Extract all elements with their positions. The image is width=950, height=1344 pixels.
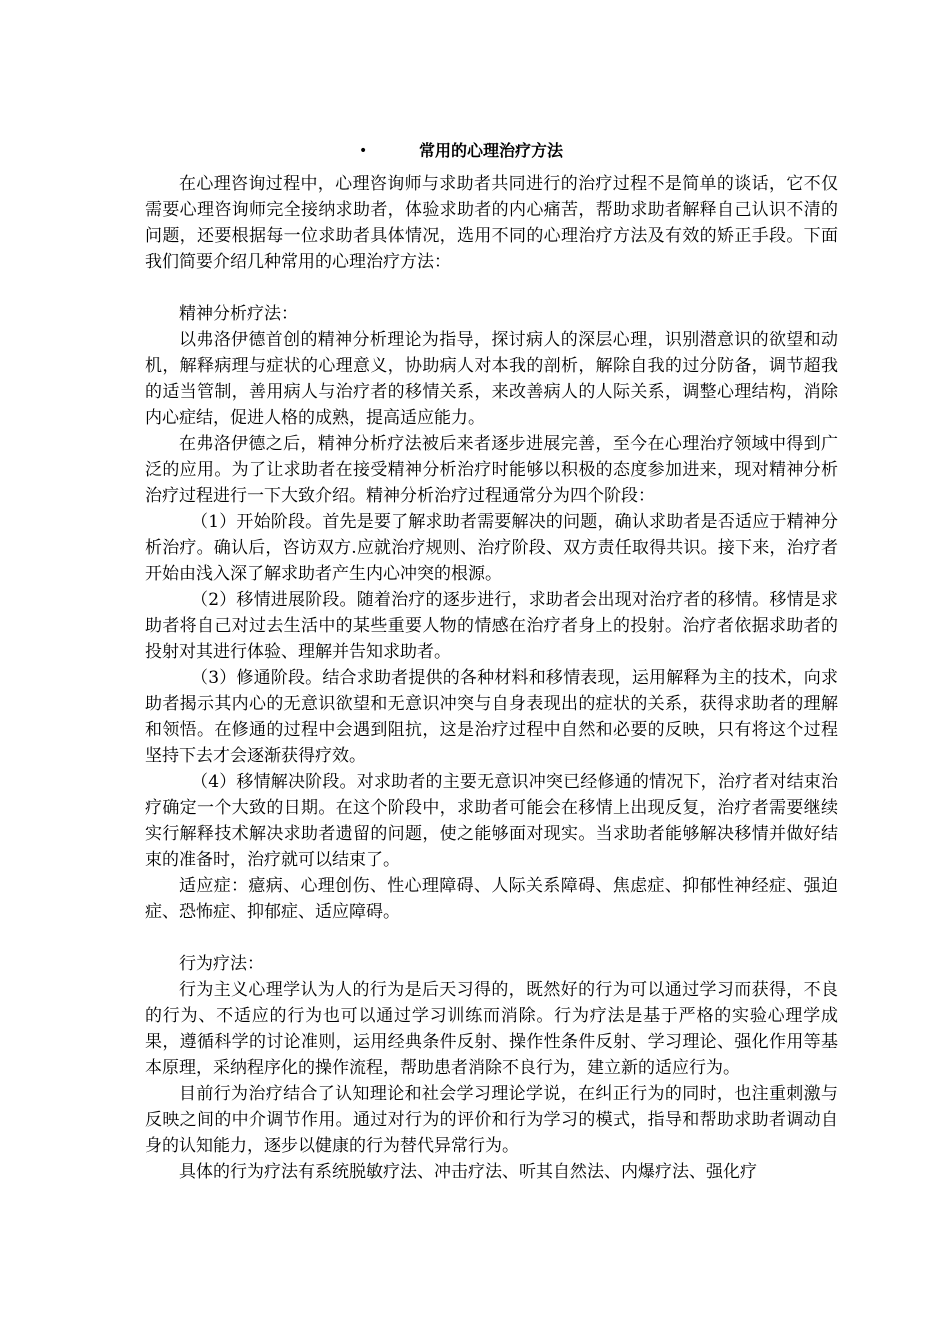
blank-line xyxy=(145,925,838,951)
section-heading-psychoanalysis: 精神分析疗法： xyxy=(179,304,298,324)
stage-2-paragraph: （2）移情进展阶段。随着治疗的逐步进行，求助者会出现对治疗者的移情。移情是求助者将自己对过去生活中的某些重要人物的情感在治疗者身上的投射。治疗者依据求助者的投射对其进行体验、理解并告知求助者。 xyxy=(145,590,838,662)
page-title: 常用的心理治疗方法 xyxy=(419,141,564,160)
section-heading-behavior: 行为疗法： xyxy=(179,954,264,974)
document-body xyxy=(145,137,838,1185)
intro-paragraph: 在心理咨询过程中，心理咨询师与求助者共同进行的治疗过程不是简单的谈话，它不仅需要心理咨询师完全接纳求助者，体验求助者的内心痛苦，帮助求助者解释自己认识不清的问题，还要根据每一位求助者具体情况，选用不同的心理治疗方法及有效的矫正手段。下面我们简要介绍几种常用的心理治疗方法： xyxy=(145,174,838,272)
psychoanalysis-paragraph-2: 在弗洛伊德之后，精神分析疗法被后来者逐步进展完善，至今在心理治疗领域中得到广泛的应用。为了让求助者在接受精神分析治疗时能够以积极的态度参加进来，现对精神分析治疗过程进行一下大致介绍。精神分析治疗过程通常分为四个阶段： xyxy=(145,434,838,506)
behavior-paragraph-1: 行为主义心理学认为人的行为是后天习得的，既然好的行为可以通过学习而获得，不良的行为、不适应的行为也可以通过学习训练而消除。行为疗法是基于严格的实验心理学成果，遵循科学的讨论准则，运用经典条件反射、操作性条件反射、学习理论、强化作用等基本原理，采纳程序化的操作流程，帮助患者消除不良行为，建立新的适应行为。 xyxy=(145,980,838,1078)
title-bullet: • xyxy=(359,143,368,159)
stage-4-paragraph: （4）移情解决阶段。对求助者的主要无意识冲突已经修通的情况下，治疗者对结束治疗确定一个大致的日期。在这个阶段中，求助者可能会在移情上出现反复，治疗者需要继续实行解释技术解决求助者遗留的问题，使之能够面对现实。当求助者能够解决移情并做好结束的准备时，治疗就可以结束了。 xyxy=(145,772,838,870)
stage-1-paragraph: （1）开始阶段。首先是要了解求助者需要解决的问题，确认求助者是否适应于精神分析治疗。确认后，咨访双方.应就治疗规则、治疗阶段、双方责任取得共识。接下来，治疗者开始由浅入深了解求助者产生内心冲突的根源。 xyxy=(145,512,838,584)
stage-3-paragraph: （3）修通阶段。结合求助者提供的各种材料和移情表现，运用解释为主的技术，向求助者揭示其内心的无意识欲望和无意识冲突与自身表现出的症状的关系，获得求助者的理解和领悟。在修通的过程中会遇到阻抗，这是治疗过程中自然和必要的反映，只有将这个过程坚持下去才会逐渐获得疗效。 xyxy=(145,668,838,766)
blank-line xyxy=(145,275,838,301)
title-row xyxy=(145,137,838,165)
indications-paragraph: 适应症：癔病、心理创伤、性心理障碍、人际关系障碍、焦虑症、抑郁性神经症、强迫症、恐怖症、抑郁症、适应障碍。 xyxy=(145,876,838,922)
behavior-paragraph-2: 目前行为治疗结合了认知理论和社会学习理论学说，在纠正行为的同时，也注重刺激与反映之间的中介调节作用。通过对行为的评价和行为学习的模式，指导和帮助求助者调动自身的认知能力，逐步以健康的行为替代异常行为。 xyxy=(145,1084,838,1156)
behavior-paragraph-3: 具体的行为疗法有系统脱敏疗法、冲击疗法、听其自然法、内爆疗法、强化疗 xyxy=(179,1162,757,1182)
psychoanalysis-paragraph-1: 以弗洛伊德首创的精神分析理论为指导，探讨病人的深层心理，识别潜意识的欲望和动机，解释病理与症状的心理意义，协助病人对本我的剖析，解除自我的过分防备，调节超我的适当管制，善用病人与治疗者的移情关系，来改善病人的人际关系，调整心理结构，消除内心症结，促进人格的成熟，提高适应能力。 xyxy=(145,330,838,428)
